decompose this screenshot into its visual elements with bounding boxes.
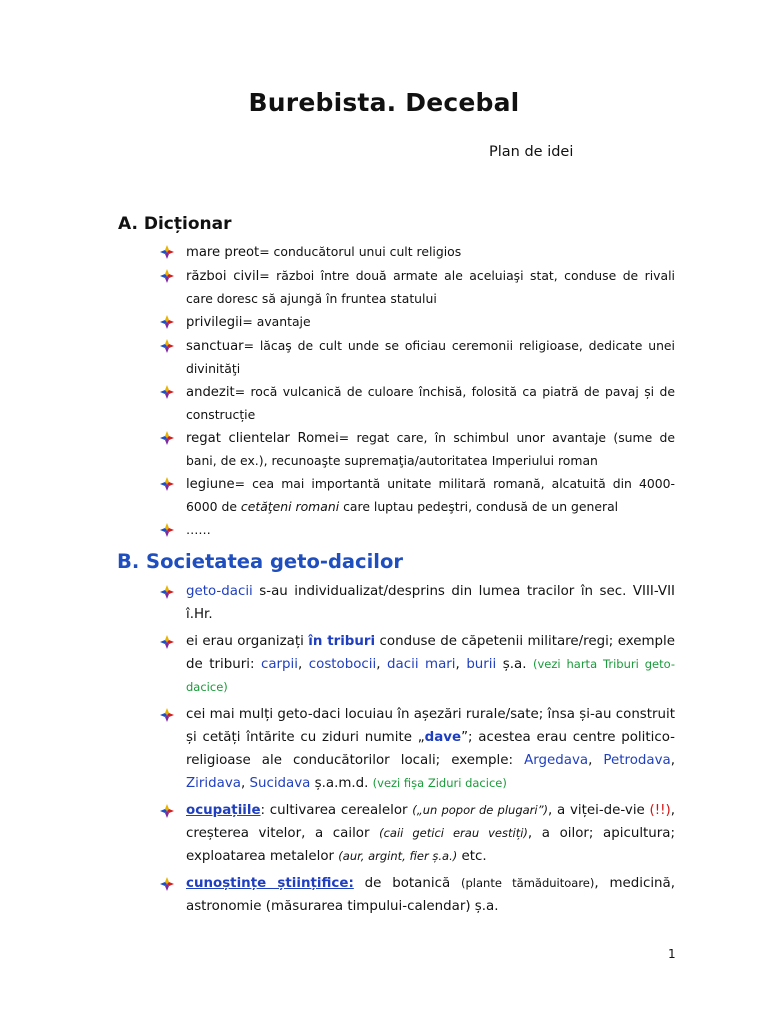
- text-segment: , creșterea vitelor, a cailor: [186, 803, 675, 841]
- text-segment: = cea mai importantă unitate militară romană, alcatuită din 4000-6000 de: [186, 476, 675, 514]
- section-b-heading: B. Societatea geto-dacilor: [117, 550, 403, 573]
- bullet-icon: [160, 339, 174, 353]
- text-segment: = rocă vulcanică de culoare închisă, folosită ca piatră de pavaj și de construcție: [186, 384, 675, 422]
- text-segment: cunoștințe științifice:: [186, 876, 354, 891]
- text-segment: ,: [670, 753, 676, 768]
- list-item: [158, 381, 675, 426]
- text-segment: dacii mari: [387, 657, 456, 672]
- text-segment: costobocii: [308, 657, 377, 672]
- text-segment: dave: [424, 730, 462, 745]
- text-segment: conduse de căpetenii militare/regi; exemple de triburi:: [186, 634, 675, 672]
- bullet-icon: [160, 315, 174, 329]
- text-segment: ,: [376, 657, 388, 672]
- text-segment: război civil: [186, 269, 260, 284]
- text-segment: Sucidava: [249, 776, 311, 791]
- text-segment: mare preot: [186, 245, 260, 260]
- text-segment: ,: [588, 753, 604, 768]
- text-segment: de botanică: [353, 876, 461, 891]
- bullet-icon: [160, 245, 174, 259]
- bullet-icon: [160, 523, 174, 537]
- list-item: [158, 311, 675, 334]
- text-segment: cetăţeni romani: [240, 499, 340, 514]
- text-segment: , a viței-de-vie: [548, 803, 650, 818]
- society-list: [158, 580, 675, 922]
- bullet-icon: [160, 877, 174, 891]
- text-segment: ”; acestea erau centre politico-religioase ale conducătorilor locali; exemple:: [186, 730, 675, 768]
- list-item: [158, 799, 675, 868]
- list-item: [158, 241, 675, 264]
- list-item: [158, 580, 675, 626]
- dictionary-list: [158, 241, 675, 542]
- bullet-icon: [160, 477, 174, 491]
- list-item: [158, 872, 675, 918]
- text-segment: (caii getici erau vestiți): [379, 826, 528, 840]
- text-segment: în triburi: [308, 634, 376, 649]
- text-segment: sanctuar: [186, 339, 244, 354]
- text-segment: = avantaje: [242, 314, 311, 329]
- document-title: Burebista. Decebal: [248, 88, 520, 117]
- text-segment: Petrodava: [603, 753, 671, 768]
- text-segment: = lăcaş de cult unde se oficiau ceremonii religioase, dedicate unei divinităţi: [186, 338, 675, 376]
- text-segment: legiune: [186, 477, 235, 492]
- text-segment: (vezi harta Triburi geto-dacice): [186, 657, 675, 694]
- text-segment: = conducătorul unui cult religios: [259, 244, 462, 259]
- text-segment: ,: [240, 776, 250, 791]
- list-item: [158, 630, 675, 699]
- text-segment: burii: [466, 657, 497, 672]
- list-item: [158, 473, 675, 518]
- text-segment: s-au individualizat/desprins din lumea tracilor în sec. VIII-VII î.Hr.: [186, 584, 675, 622]
- text-segment: ei erau organizați: [186, 634, 309, 649]
- text-segment: Argedava: [524, 753, 589, 768]
- bullet-icon: [160, 585, 174, 599]
- list-item: [158, 335, 675, 380]
- list-item: [158, 427, 675, 472]
- bullet-icon: [160, 385, 174, 399]
- text-segment: (!!): [649, 803, 671, 818]
- bullet-icon: [160, 708, 174, 722]
- section-a-heading: A. Dicționar: [118, 214, 232, 234]
- text-segment: etc.: [457, 849, 487, 864]
- text-segment: (plante tămăduitoare): [461, 876, 595, 890]
- list-item: [158, 265, 675, 310]
- text-segment: care luptau pedeştri, condusă de un general: [339, 499, 619, 514]
- text-segment: (aur, argint, fier ș.a.): [338, 849, 458, 863]
- text-segment: ocupațiile: [186, 803, 261, 818]
- text-segment: ,: [455, 657, 467, 672]
- text-segment: privilegii: [186, 315, 243, 330]
- text-segment: ,: [297, 657, 309, 672]
- text-segment: Ziridava: [186, 776, 241, 791]
- text-segment: = regat care, în schimbul unor avantaje (sume de bani, de ex.), recunoaşte supremaţia/autoritatea Imperiului roman: [186, 430, 676, 468]
- bullet-icon: [160, 635, 174, 649]
- text-segment: : cultivarea cerealelor: [260, 803, 413, 818]
- text-segment: andezit: [186, 385, 235, 400]
- text-segment: ș.a.: [496, 657, 533, 672]
- document-subtitle: Plan de idei: [489, 144, 574, 160]
- text-segment: regat clientelar Romei: [186, 431, 339, 446]
- bullet-icon: [160, 804, 174, 818]
- text-segment: carpii: [260, 657, 298, 672]
- text-segment: , a oilor; apicultura; exploatarea metalelor: [186, 826, 676, 864]
- bullet-icon: [160, 269, 174, 283]
- bullet-icon: [160, 431, 174, 445]
- text-segment: , medicină, astronomie (măsurarea timpului-calendar) ș.a.: [186, 876, 675, 914]
- list-item: [158, 703, 675, 795]
- text-segment: („un popor de plugari”): [412, 803, 549, 817]
- page-number: 1: [668, 947, 676, 961]
- text-segment: = război între două armate ale aceluiaşi stat, conduse de rivali care doresc să ajungă în fruntea statului: [186, 268, 675, 306]
- text-segment: ș.a.m.d.: [310, 776, 373, 791]
- text-segment: (vezi fișa Ziduri dacice): [372, 776, 507, 790]
- text-segment: geto-dacii: [186, 584, 253, 599]
- text-segment: ……: [186, 522, 211, 537]
- list-item: [158, 519, 675, 541]
- text-segment: cei mai mulți geto-daci locuiau în așezări rurale/sate; însa și-au construit și cetăți întărite cu ziduri numite „: [186, 707, 675, 745]
